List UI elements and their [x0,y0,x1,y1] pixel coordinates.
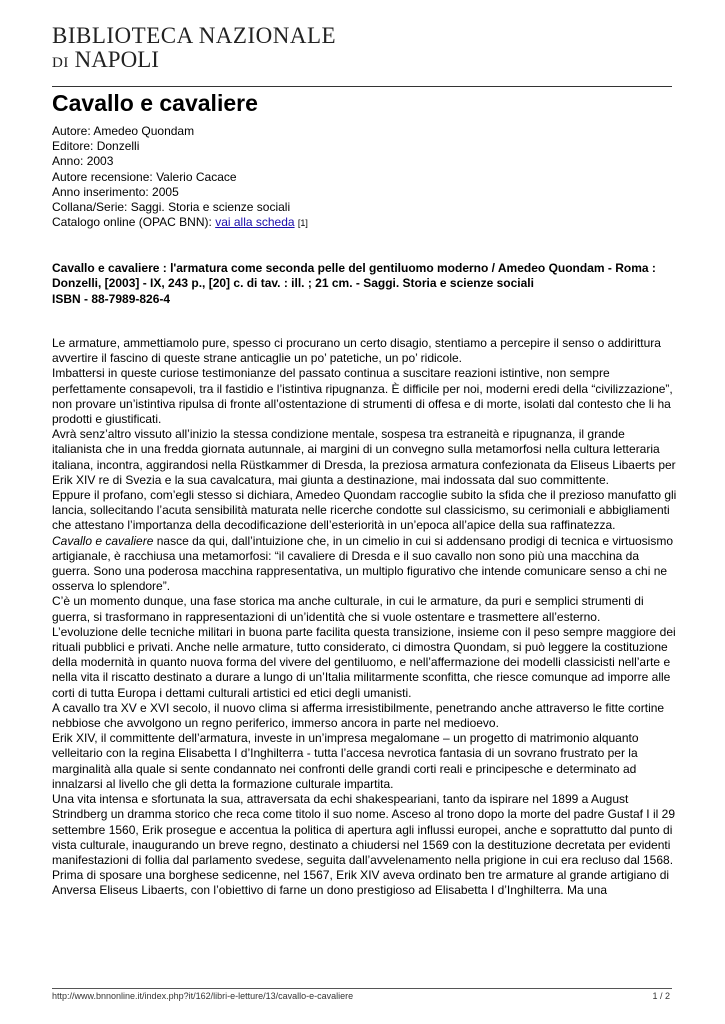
paragraph: L’evoluzione delle tecniche militari in buona parte facilita questa transizione, insieme con il peso sempre maggiore dei rituali pubblici e privati. Anche nelle armature, tutto considerato, ci dimostra Quondam, si può leggere la costituzione della modernità in quanto nuova forma del vivere del gentiluomo, e nell’affermazione dei modelli classicisti nell’arte e nella vita il riscatto destinato a durare a lungo di un’Italia militarmente sconfitta, che riesce comunque ad imporre alle corti di tutta Europa i dettami culturali artistici ed etici degli umanisti. [52,624,676,700]
meta-autore-recensione: Autore recensione: Valerio Cacace [52,169,237,184]
bibliographic-description: Cavallo e cavaliere : l'armatura come seconda pelle del gentiluomo moderno / Amedeo Quondam - Roma : Donzelli, [2003] - IX, 243 p., [20] c. di tav. : ill. ; 21 cm. - Saggi. Storia e scienze sociali [52,261,656,291]
page-number: 1 / 2 [652,991,670,1001]
paragraph: Le armature, ammettiamolo pure, spesso ci procurano un certo disagio, stentiamo a percepire il senso o addirittura avvertire il fascino di queste strane anticaglie un po’ patetiche, un po’ ridicole. [52,336,661,366]
paragraph: Erik XIV, il committente dell’armatura, investe in un’impresa megalomane – un progetto di matrimonio alquanto velleitario con la regina Elisabetta I d’Inghilterra - tutta l’accesa nevrotica fantasia di un sovrano frustrato per la marginalità alla quale si sente condannato nei confronti delle grandi corti reali e principesche e determinato ad innalzarsi al livello che gli detta la formazione culturale impartita. [52,731,639,791]
paragraph: Una vita intensa e sfortunata la sua, attraversata da echi shakespeariani, tanto da ispirare nel 1899 a August Strindberg un dramma storico che reca come titolo il suo nome. Asceso al trono dopo la morte del padre Gustaf I il 29 settembre 1560, Erik prosegue e accentua la politica di apertura agli influssi europei, anche e soprattutto dal punto di vista culturale, inaugurando un breve regno, destinato a chiudersi nel 1569 con la destituzione decretata per evidenti manifestazioni di follia dal parlamento svedese, seguita dall’avvelenamento nella prigione in cui era recluso dal 1568. [52,792,675,867]
meta-anno-inserimento: Anno inserimento: 2005 [52,184,179,199]
meta-autore: Autore: Amedeo Quondam [52,124,195,138]
paragraph-text: nasce da qui, dall’intuizione che, in un cimelio in cui si addensano prodigi di tecnica e virtuosismo artigianale, è racchiusa una metamorfosi: “il cavaliere di Dresda e il suo cavallo non sono più una macchina da guerra. Sono una poderosa macchina rappresentativa, un multiplo figurativo che intende comunicare senso a chi ne osserva lo splendore”. [52,533,674,594]
logo-line-1: BIBLIOTECA NAZIONALE [52,23,337,48]
header-divider [52,86,672,87]
metadata-block [52,124,308,231]
footer-url: http://www.bnnonline.it/index.php?it/162/libri-e-letture/13/cavallo-e-cavaliere [52,991,354,1001]
catalogo-ref: [1] [297,218,308,229]
paragraph: A cavallo tra XV e XVI secolo, il nuovo clima si afferma irresistibilmente, penetrando anche attraverso le fitte cortine nebbiose che avvolgono un regno periferico, immerso ancora in parte nel medioevo. [52,700,665,731]
footer-divider [52,988,672,989]
bibliographic-isbn: ISBN - 88-7989-826-4 [52,291,171,306]
paragraph [52,534,677,595]
logo-napoli: NAPOLI [74,47,159,72]
paragraph: Avrà senz’altro vissuto all’inizio la stessa condizione mentale, sospesa tra estraneità e ripugnanza, il grande italianista che in una fredda giornata autunnale, ai margini di un convegno sulla metamorfosi nella cultura letteraria italiana, incontra, aggirandosi nella Rüstkammer di Dresda, la preziosa armatura confezionata da Eliseus Libaerts per Erik XIV re di Svezia e la sua cavalcatura, mai giunta a destinazione, mai indossata dal suo committente. [52,427,676,487]
bibliographic-record [52,261,674,307]
meta-anno: Anno: 2003 [52,154,114,169]
book-title-italic: Cavallo e cavaliere [52,533,154,548]
meta-editore: Editore: Donzelli [52,139,140,154]
logo-di: DI [52,55,69,71]
library-logo [52,24,336,71]
paragraph: Eppure il profano, com’egli stesso si dichiara, Amedeo Quondam raccoglie subito la sfida che il prezioso manufatto gli lancia, sollecitando l’acuta sensibilità maturata nelle ricerche condotte sul classicismo, su cerimoniali e abbigliamenti che attestano l’importanza della decodificazione dell’esteriorità in un’epoca all’apice della sua raffinatezza. [52,488,677,533]
paragraph: Imbattersi in queste curiose testimonianze del passato continua a suscitare reazioni istintive, non sempre perfettamente consapevoli, tra il fastidio e l’istintiva ripugnanza. È difficile per noi, moderni eredi della “civilizzazione”, non provare un’istintiva ripulsa di fronte all’ostentazione di strumenti di offesa e di morte, isolati dal contesto che li ha prodotti e giustificati. [52,366,673,427]
review-body [52,336,677,899]
meta-catalogo [52,215,308,231]
catalogo-label: Catalogo online (OPAC BNN): [52,215,212,230]
catalogo-link[interactable]: vai alla scheda [215,215,295,230]
meta-collana: Collana/Serie: Saggi. Storia e scienze sociali [52,200,291,215]
paragraph: Prima di sposare una borghese sedicenne, nel 1567, Erik XIV aveva ordinato ben tre armature al grande artigiano di Anversa Eliseus Libaerts, con l’obiettivo di farne un dono prestigioso ad Elisabetta I d’Inghilterra. Ma una [52,868,670,898]
paragraph: C’è un momento dunque, una fase storica ma anche culturale, in cui le armature, da puri e semplici strumenti di guerra, si trasformano in rappresentazioni di un’identità che si vuole ostentare e trasmettere all’esterno. [52,594,644,624]
logo-line-2 [52,48,336,71]
page-title: Cavallo e cavaliere [52,90,258,116]
